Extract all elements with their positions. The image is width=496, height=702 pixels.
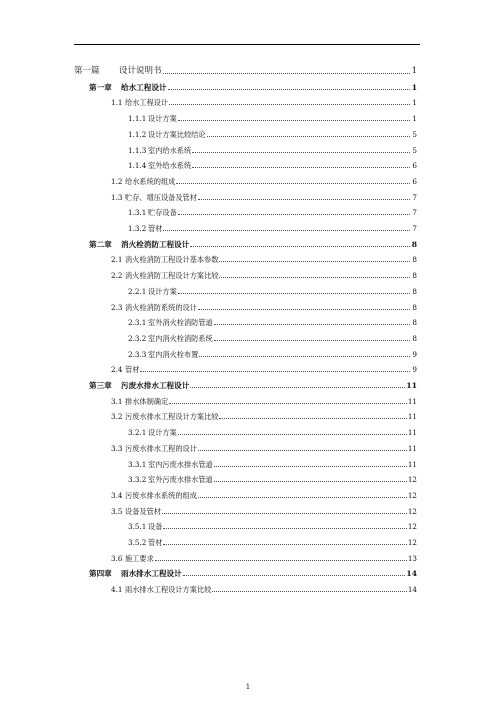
toc-entry-title: 消火栓消防工程设计方案比较 [125, 271, 219, 281]
toc-entry-number: 1.3.1 [128, 208, 147, 218]
toc-entry-title: 施工要求 [125, 553, 154, 563]
toc-entry-number: 第二章 [89, 239, 112, 249]
toc-entry[interactable] [89, 377, 417, 390]
toc-entry-number: 3.2.1 [128, 428, 147, 438]
toc-dot-leader [140, 370, 410, 372]
toc-entry-title: 给水系统的组成 [125, 176, 176, 186]
toc-entry-title: 排水体制确定 [125, 396, 169, 406]
toc-entry[interactable] [111, 173, 417, 186]
toc-dot-leader [212, 590, 407, 592]
toc-entry[interactable] [111, 94, 417, 107]
toc-entry-title: 室内消火栓消防系统 [148, 333, 213, 343]
toc-entry-page: 14 [406, 569, 417, 579]
toc-entry[interactable] [111, 189, 417, 202]
toc-dot-leader [162, 512, 407, 514]
toc-dot-leader [219, 260, 410, 262]
toc-dot-leader [190, 386, 405, 388]
toc-entry-page: 11 [406, 381, 417, 390]
toc-entry-number: 2.3.1 [128, 318, 147, 328]
toc-entry[interactable] [128, 110, 417, 123]
toc-dot-leader [178, 119, 410, 121]
toc-dot-leader [178, 213, 410, 215]
toc-entry-title: 贮存设备 [148, 208, 177, 218]
toc-entry-title: 给水工程设计 [125, 98, 169, 108]
toc-entry-number: 2.3 [111, 302, 123, 312]
toc-entry-title: 室内消火栓布置 [148, 349, 199, 359]
toc-dot-leader [155, 559, 407, 561]
toc-entry[interactable] [111, 361, 417, 374]
toc-entry-number: 3.5 [111, 506, 123, 516]
toc-entry-number: 3.5.2 [128, 538, 147, 547]
toc-entry-page: 14 [407, 585, 417, 595]
toc-entry-number: 3.4 [111, 490, 123, 500]
toc-entry-page: 9 [412, 365, 417, 375]
toc-entry[interactable] [111, 267, 417, 280]
toc-dot-leader [163, 72, 410, 74]
toc-dot-leader [190, 245, 410, 247]
toc-entry-number: 2.3.3 [128, 349, 147, 359]
toc-entry-title: 消火栓消防工程设计基本参数 [125, 255, 219, 265]
toc-dot-leader [169, 402, 407, 404]
toc-dot-leader [178, 433, 407, 435]
toc-entry-page: 6 [412, 161, 417, 171]
toc-entry-page: 7 [412, 208, 417, 218]
toc-entry-page: 8 [412, 271, 417, 281]
toc-dot-leader [198, 496, 407, 498]
toc-entry-page: 8 [412, 286, 417, 296]
toc-entry-page: 1 [412, 98, 417, 108]
toc-entry-title: 给水工程设计 [121, 82, 167, 92]
toc-entry[interactable] [128, 471, 417, 484]
toc-dot-leader [207, 135, 410, 137]
toc-entry[interactable] [128, 330, 417, 343]
toc-dot-leader [176, 182, 410, 184]
toc-entry[interactable] [128, 142, 417, 155]
toc-entry-number: 1.3.2 [128, 224, 147, 233]
toc-entry-number: 2.1 [111, 255, 123, 265]
toc-entry-title: 室内污废水排水管道 [148, 459, 213, 469]
toc-entry-number: 2.2 [111, 271, 123, 281]
toc-entry-number: 1.2 [111, 176, 123, 186]
toc-entry-title: 设备及管材 [125, 506, 161, 516]
toc-entry[interactable] [89, 565, 417, 578]
toc-dot-leader [192, 166, 410, 168]
toc-entry-title: 设计方案比较结论 [148, 129, 206, 139]
toc-entry-page: 12 [407, 538, 417, 547]
toc-entry-page: 6 [412, 176, 417, 186]
toc-entry-title: 消火栓消防工程设计 [121, 239, 190, 249]
toc-entry[interactable] [74, 63, 417, 76]
toc-entry-title: 室外污废水排水管道 [148, 475, 213, 485]
toc-dot-leader [163, 527, 406, 529]
toc-entry-number: 第三章 [89, 381, 112, 390]
toc-entry-number: 第四章 [89, 569, 112, 579]
toc-entry[interactable] [111, 503, 417, 516]
toc-entry-number: 2.3.2 [128, 333, 147, 343]
toc-entry-title: 污废水排水工程设计 [121, 381, 190, 390]
toc-entry[interactable] [128, 314, 417, 327]
toc-entry-page: 12 [407, 490, 417, 500]
toc-entry-page: 1 [411, 66, 417, 76]
toc-dot-leader [168, 88, 410, 90]
toc-entry[interactable] [128, 456, 417, 469]
toc-entry-number: 1.1.1 [128, 114, 147, 124]
toc-entry-title: 贮存、增压设备及管材 [125, 192, 197, 202]
toc-entry-number: 1.1.4 [128, 161, 147, 171]
toc-entry[interactable] [128, 126, 417, 139]
toc-entry-page: 13 [407, 553, 417, 563]
toc-entry-title: 设计方案 [148, 114, 177, 124]
toc-entry-number: 3.6 [111, 553, 123, 563]
toc-entry-title: 管材 [125, 365, 140, 375]
toc-entry-page: 12 [407, 506, 417, 516]
footer-page-number: 1 [245, 683, 251, 691]
toc-dot-leader [183, 574, 406, 576]
toc-entry[interactable] [128, 157, 417, 170]
toc-entry[interactable] [111, 408, 417, 421]
toc-entry-page: 8 [412, 255, 417, 265]
toc-dot-leader [198, 198, 410, 200]
toc-entry-title: 设备 [148, 522, 163, 532]
toc-entry-title: 设计方案 [148, 286, 177, 296]
toc-entry-page: 5 [412, 129, 417, 139]
toc-entry-page: 11 [407, 428, 417, 438]
toc-dot-leader [198, 449, 407, 451]
toc-entry-title: 室内给水系统 [148, 145, 192, 155]
toc-entry-page: 9 [412, 349, 417, 359]
toc-entry[interactable] [128, 424, 417, 437]
toc-entry-title: 污废水排水工程的设计 [125, 443, 197, 453]
toc-entry-page: 8 [412, 318, 417, 328]
toc-entry[interactable] [89, 79, 417, 92]
toc-entry[interactable] [128, 204, 417, 217]
toc-dot-leader [163, 229, 410, 231]
toc-dot-leader [214, 465, 407, 467]
toc-entry-number: 4.1 [111, 585, 123, 595]
toc-entry-number: 2.2.1 [128, 286, 147, 296]
toc-entry[interactable] [111, 299, 417, 312]
toc-entry-page: 12 [407, 475, 417, 485]
toc-entry-title: 管材 [148, 538, 163, 547]
toc-entry-title: 设计说明书 [119, 66, 162, 76]
toc-entry-page: 1 [412, 114, 417, 124]
toc-dot-leader [219, 417, 406, 419]
toc-entry-number: 3.2 [111, 412, 123, 422]
toc-entry-page: 11 [407, 412, 417, 422]
toc-entry[interactable] [89, 236, 417, 249]
toc-entry-page: 8 [412, 333, 417, 343]
toc-entry[interactable] [128, 346, 417, 359]
toc-entry[interactable] [111, 550, 417, 563]
toc-entry-page: 11 [407, 396, 417, 406]
toc-entry-number: 1.1.3 [128, 145, 147, 155]
toc-entry-page: 12 [407, 522, 417, 532]
toc-entry-number: 1.1 [111, 98, 123, 108]
toc-dot-leader [199, 355, 410, 357]
toc-entry[interactable] [128, 518, 417, 531]
toc-dot-leader [214, 323, 410, 325]
toc-entry-page: 5 [412, 145, 417, 155]
toc-entry[interactable] [111, 393, 417, 406]
toc-entry-number: 1.1.2 [128, 129, 147, 139]
toc-entry-page: 11 [407, 443, 417, 453]
toc-entry-page: 8 [412, 302, 417, 312]
toc-entry[interactable] [111, 440, 417, 453]
toc-entry-title: 室外消火栓消防管道 [148, 318, 213, 328]
toc-entry-title: 雨水排水工程设计 [121, 569, 182, 579]
toc-dot-leader [214, 339, 410, 341]
toc-entry-number: 3.5.1 [128, 522, 147, 532]
toc-entry-page: 7 [412, 192, 417, 202]
toc-entry-number: 第一章 [89, 82, 112, 92]
toc-dot-leader [198, 308, 410, 310]
toc-entry[interactable] [111, 581, 417, 594]
toc-entry-page: 8 [411, 239, 417, 249]
toc-dot-leader [163, 543, 406, 545]
toc-entry-page: 7 [412, 224, 417, 233]
toc-entry-title: 消火栓消防系统的设计 [125, 302, 197, 312]
toc-entry[interactable] [111, 487, 417, 500]
toc-entry-number: 2.4 [111, 365, 123, 375]
toc-dot-leader [169, 103, 410, 105]
toc-entry-number: 3.1 [111, 396, 123, 406]
toc-dot-leader [192, 151, 410, 153]
toc-entry-number: 3.3.2 [128, 475, 147, 485]
toc-entry-number: 第一篇 [74, 66, 100, 76]
toc-entry-title: 污废水排水系统的组成 [125, 490, 197, 500]
toc-dot-leader [178, 292, 410, 294]
toc-entry-page: 11 [407, 459, 417, 469]
toc-entry-number: 3.3 [111, 443, 123, 453]
toc-entry[interactable] [111, 251, 417, 264]
toc-entry[interactable] [128, 220, 417, 233]
toc-entry[interactable] [128, 283, 417, 296]
toc-entry[interactable] [128, 534, 417, 547]
toc-entry-title: 管材 [148, 224, 163, 233]
toc-entry-title: 室外给水系统 [148, 161, 192, 171]
toc-entry-number: 1.3 [111, 192, 123, 202]
toc-dot-leader [214, 480, 407, 482]
toc-entry-title: 雨水排水工程设计方案比较 [125, 585, 212, 595]
toc-entry-title: 设计方案 [148, 428, 177, 438]
toc-entry-page: 1 [411, 82, 417, 92]
header-rule [74, 44, 420, 45]
toc-entry-number: 3.3.1 [128, 459, 147, 469]
toc-entry-title: 污废水排水工程设计方案比较 [125, 412, 219, 422]
toc-dot-leader [219, 276, 410, 278]
